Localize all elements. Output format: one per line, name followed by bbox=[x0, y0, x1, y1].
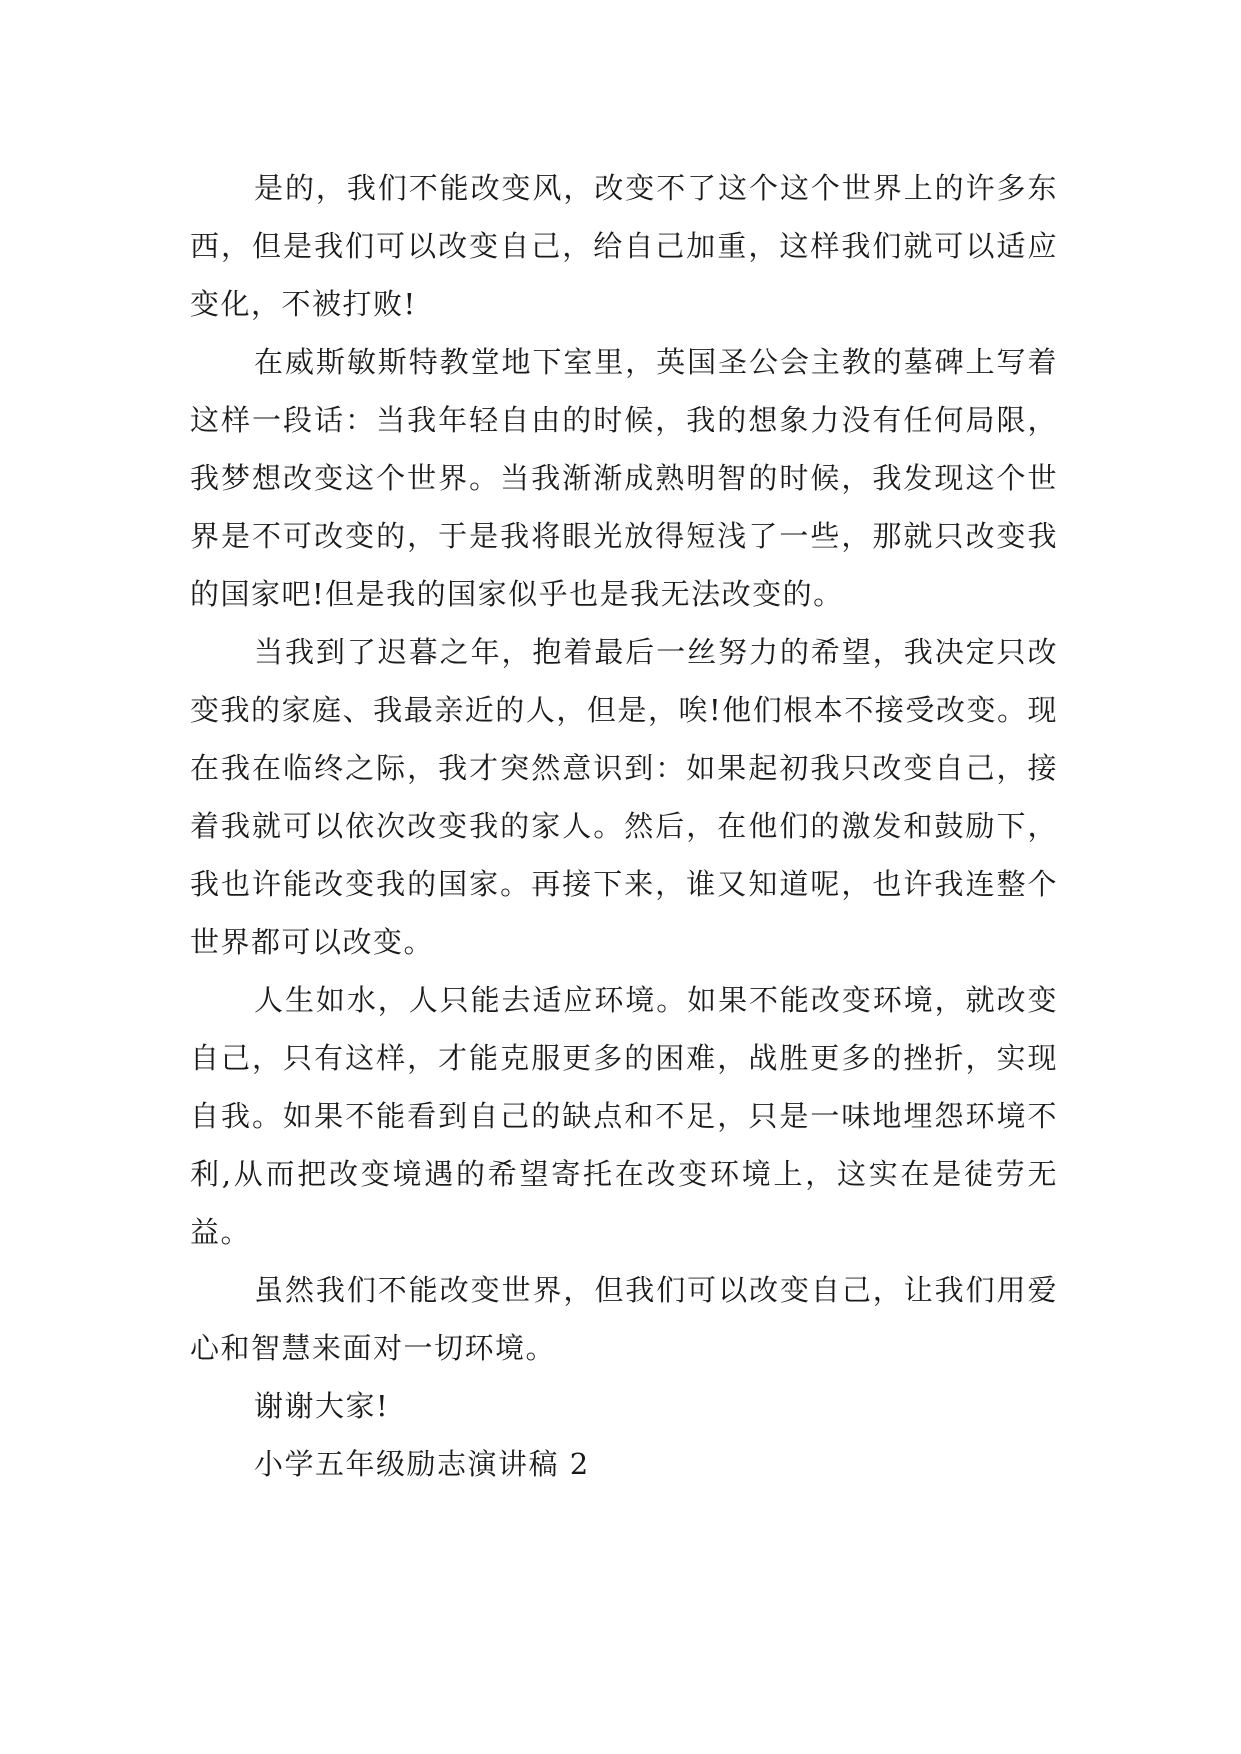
document-body bbox=[190, 159, 1058, 1493]
paragraph-3: 当我到了迟暮之年，抱着最后一丝努力的希望，我决定只改变我的家庭、我最亲近的人，但是，唉!他们根本不接受改变。现在我在临终之际，我才突然意识到：如果起初我只改变自己，接着我就可以依次改变我的家人。然后，在他们的激发和鼓励下，我也许能改变我的国家。再接下来，谁又知道呢，也许我连整个世界都可以改变。 bbox=[190, 635, 1058, 959]
closing-thanks: 谢谢大家! bbox=[254, 1389, 390, 1423]
paragraph-4: 人生如水，人只能去适应环境。如果不能改变环境，就改变自己，只有这样，才能克服更多的困难，战胜更多的挫折，实现自我。如果不能看到自己的缺点和不足，只是一味地埋怨环境不利,从而把改变境遇的希望寄托在改变环境上，这实在是徒劳无益。 bbox=[190, 983, 1058, 1249]
paragraph-2: 在威斯敏斯特教堂地下室里，英国圣公会主教的墓碑上写着这样一段话：当我年轻自由的时候，我的想象力没有任何局限，我梦想改变这个世界。当我渐渐成熟明智的时候，我发现这个世界是不可改变的，于是我将眼光放得短浅了一些，那就只改变我的国家吧!但是我的国家似乎也是我无法改变的。 bbox=[190, 345, 1058, 611]
paragraph-1: 是的，我们不能改变风，改变不了这个这个世界上的许多东西，但是我们可以改变自己，给自己加重，这样我们就可以适应变化，不被打败! bbox=[190, 171, 1058, 321]
paragraph-5: 虽然我们不能改变世界，但我们可以改变自己，让我们用爱心和智慧来面对一切环境。 bbox=[190, 1273, 1058, 1365]
section-heading: 小学五年级励志演讲稿 2 bbox=[254, 1447, 590, 1481]
